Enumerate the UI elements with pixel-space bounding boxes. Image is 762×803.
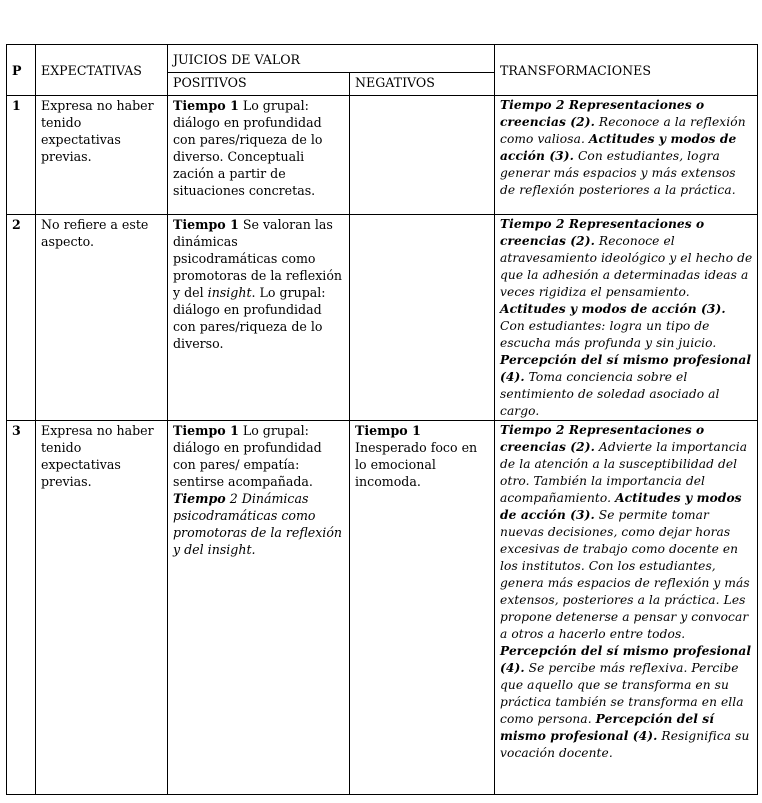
text-run: Tiempo [173,491,226,506]
positivos-cell [168,421,350,795]
header-expectativas: EXPECTATIVAS [36,45,168,96]
text-run: Toma conciencia sobre el sentimiento de soledad asociado al cargo. [500,370,720,418]
text-run: Actitudes y modos de acción (3). [500,491,742,522]
text-run: Inesperado foco en lo emocional incomoda. [355,440,478,489]
expectativas-cell: Expresa no haber tenido expectativas previas. [36,96,168,215]
text-run: Resignifica su vocación docente. [500,729,750,760]
text-run: Con estudiantes: logra un tipo de escucha más profunda y sin juicio. [500,319,717,350]
row-number: 2 [7,215,36,421]
negativos-cell [350,96,495,215]
table-row [7,421,758,795]
text-run: Actitudes y modos de acción (3). [500,132,737,163]
header-juicios-de-valor: JUICIOS DE VALOR [168,45,495,73]
text-run: Tiempo 1 [355,423,421,438]
table-row [7,96,758,215]
text-run: Se percibe más reflexiva. Percibe que aquello que se transforma en su práctica también se transforma en ella como persona. [500,661,744,726]
text-run: Tiempo 1 [173,423,239,438]
text-run: Tiempo 2 Representaciones o creencias (2). [500,423,705,454]
text-run: Se permite tomar nuevas decisiones, como dejar horas excesivas de trabajo como docente en los institutos. Con los estudiantes, genera más espacios de reflexión y más extensos, posteriores a la práctica. Les propone detenerse a pensar y convocar a otros a hacerlo entre todos. [500,508,750,641]
negativos-cell [350,421,495,795]
positivos-cell [168,215,350,421]
text-run: Percepción del sí mismo profesional (4). [500,712,714,743]
header-transformaciones: TRANSFORMACIONES [495,45,758,96]
text-run: Tiempo 1 [173,98,239,113]
negativos-cell [350,215,495,421]
text-run: . Lo grupal: diálogo en profundidad con pares/riqueza de lo diverso. [173,285,326,351]
text-run: insight [207,285,252,300]
text-run: Percepción del sí mismo profesional (4). [500,644,752,675]
text-run: Advierte la importancia de la atención a la susceptibilidad del otro. También la importancia del acompañamiento. [500,440,748,505]
transformaciones-cell [495,96,758,215]
transformaciones-cell [495,421,758,795]
text-run: Lo grupal: diálogo en profundidad con pares/riqueza de lo diverso. Conceptuali zación a partir de situaciones concretas. [173,98,323,198]
text-run: Tiempo 2 Representaciones o creencias (2). [500,217,705,248]
positivos-cell [168,96,350,215]
results-table [6,44,758,795]
text-run: Lo grupal: diálogo en profundidad con pares/ empatía: sentirse acompañada. [173,423,322,489]
header-p: P [7,45,36,96]
expectativas-cell: Expresa no haber tenido expectativas previas. [36,421,168,795]
text-run: Se valoran las dinámicas psicodramáticas como promotoras de la reflexión y del [173,217,343,300]
header-positivos: POSITIVOS [168,73,350,96]
row-number: 1 [7,96,36,215]
transformaciones-cell [495,215,758,421]
expectativas-cell: No refiere a este aspecto. [36,215,168,421]
row-number: 3 [7,421,36,795]
text-run: Con estudiantes, logra generar más espacios y más extensos de reflexión posteriores a la práctica. [500,149,736,197]
header-negativos: NEGATIVOS [350,73,495,96]
text-run: Tiempo 1 [173,217,239,232]
text-run: Percepción del sí mismo profesional (4). [500,353,752,384]
text-run: Reconoce a la reflexión como valiosa. [500,115,746,146]
text-run: Tiempo 2 Representaciones o creencias (2). [500,98,705,129]
text-run: 2 Dinámicas psicodramáticas como promotoras de la reflexión y del insight. [173,491,343,557]
table-row [7,215,758,421]
text-run: Reconoce el atravesamiento ideológico y el hecho de que la adhesión a determinadas ideas a veces rigidiza el pensamiento. [500,234,753,299]
text-run: Actitudes y modos de acción (3). [500,302,726,316]
